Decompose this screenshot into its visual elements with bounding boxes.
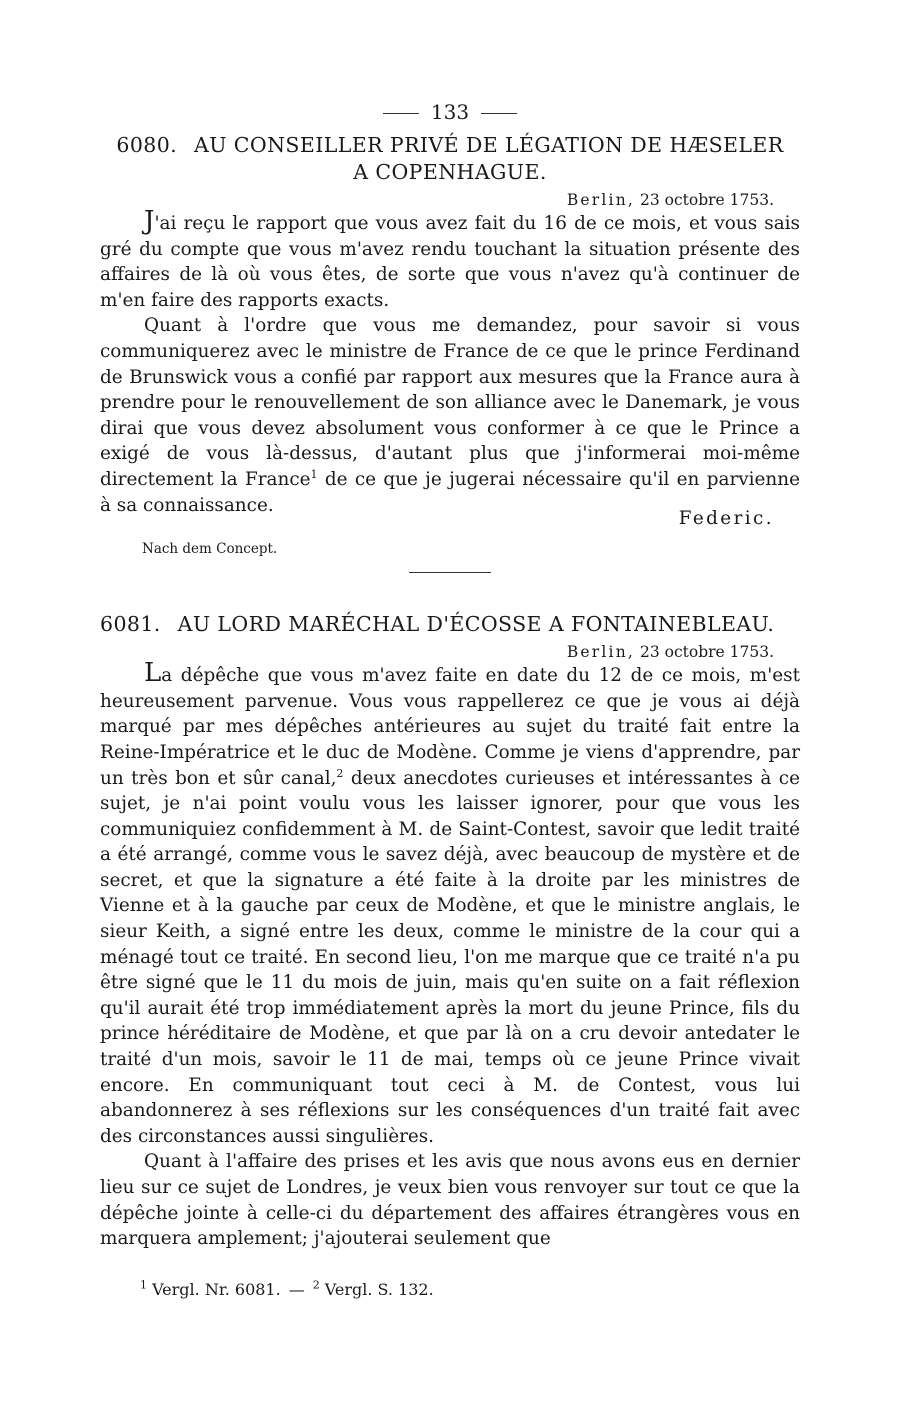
paragraph-text: deux anecdotes curieuses et intéressantes à ce sujet, je n'ai point voulu vous les laisser ignorer, pour que vous les communiquiez confidemment à M. de Saint-Contest, savoir que ledit traité a été arrangé, comme vous le savez déjà, avec beaucoup de mystère et de secret, et que la signature a été faite à la droite par les ministres de Vienne et à la gauche par ceux de Modène, et que le ministre anglais, le sieur Keith, a signé entre les deux, comme le ministre de la cour qui a ménagé tout ce traité. En second lieu, l'on me marque que ce traité n'a pu être signé que le 11 du mois de juin, mais qu'en suite on a fait réflexion qu'il aurait été trop immédiatement après la mort du jeune Prince, fils du prince héréditaire de Modène, et que par là on a cru devoir antedater le traité d'un mois, savoir le 11 de mai, temps où ce jeune Prince vivait encore. En communiquant tout ceci à M. de Contest, vous lui abandonnerez à ses réflexions sur les conséquences d'un traité fait avec des circonstances aussi singulières. bbox=[100, 767, 800, 1147]
footnote-text: Vergl. S. 132. bbox=[319, 1280, 434, 1299]
source-note: Nach dem Concept. bbox=[142, 541, 278, 558]
date-text: 23 octobre 1753. bbox=[639, 191, 774, 209]
date-text: 23 octobre 1753. bbox=[639, 643, 774, 662]
header-rule-right bbox=[481, 113, 517, 114]
date-place: Berlin, bbox=[566, 191, 636, 209]
letter-addressee-location: A COPENHAGUE. bbox=[353, 160, 547, 184]
letter-heading bbox=[100, 132, 800, 159]
letter-addressee: AU LORD MARÉCHAL D'ÉCOSSE A FONTAINEBLEAU. bbox=[177, 612, 775, 637]
footnote-text: Vergl. Nr. 6081. bbox=[147, 1280, 281, 1299]
letter-number: 6080. bbox=[116, 133, 178, 157]
footnotes bbox=[100, 1280, 800, 1299]
paragraph bbox=[100, 1149, 800, 1251]
paragraph-text: 'ai reçu le rapport que vous avez fait du 16 de ce mois, et vous sais gré du compte que vous m'avez rendu touchant la situation présente des affaires de là où vous êtes, de sorte que vous n'avez qu'à continuer de m'en faire des rapports exacts. bbox=[100, 213, 800, 311]
letter-6080 bbox=[100, 132, 800, 573]
footnote-separator: — bbox=[288, 1280, 305, 1299]
page-header bbox=[100, 92, 800, 132]
header-rule-left bbox=[383, 113, 419, 114]
paragraph-text: Quant à l'ordre que vous me demandez, pour savoir si vous communiquerez avec le ministre de France de ce que le prince Ferdinand de Brunswick vous a confié par rapport aux mesures que la France aura à prendre pour le renouvellement de son alliance avec le Danemark, je vous dirai que vous devez absolument vous conformer à ce que le Prince a exigé de vous là-dessus, d'autant plus que j'informerai moi-même directement la France bbox=[100, 315, 800, 490]
signature-row bbox=[100, 508, 800, 540]
document-page bbox=[100, 92, 800, 1252]
section-divider bbox=[409, 572, 491, 573]
footnote-ref: 2 bbox=[336, 766, 344, 780]
letter-dateline bbox=[100, 189, 800, 211]
letter-dateline bbox=[100, 641, 800, 663]
paragraph bbox=[100, 206, 800, 313]
paragraph-text: de ce que je jugerai nécessaire qu'il en parvienne à sa connaissance. bbox=[100, 468, 800, 516]
letter-number: 6081. bbox=[100, 612, 161, 637]
drop-cap: L bbox=[144, 658, 162, 689]
letter-body bbox=[100, 206, 800, 518]
footnote-mark: 2 bbox=[312, 1278, 320, 1292]
page-number: 133 bbox=[430, 100, 470, 124]
paragraph bbox=[100, 313, 800, 518]
letter-heading bbox=[100, 611, 800, 638]
date-place: Berlin, bbox=[566, 643, 636, 662]
drop-cap: J bbox=[144, 206, 155, 236]
footnote-ref: 1 bbox=[310, 467, 318, 481]
paragraph-text: a dépêche que vous m'avez faite en date du 12 de ce mois, m'est heureusement parvenue. Vous vous rappellerez ce que je vous ai déjà marqué par mes dépêches antérieures au sujet du traité fait entre la Reine-Impératrice et le duc de Modène. Comme je viens d'apprendre, par un très bon et sûr canal, bbox=[100, 665, 800, 789]
paragraph bbox=[100, 658, 800, 1149]
letter-addressee: AU CONSEILLER PRIVÉ DE LÉGATION DE HÆSELER bbox=[194, 133, 784, 157]
footnote-mark: 1 bbox=[140, 1278, 147, 1292]
signature: Federic. bbox=[678, 508, 774, 530]
letter-body bbox=[100, 658, 800, 1252]
letter-6081 bbox=[100, 611, 800, 1252]
paragraph-text: Quant à l'affaire des prises et les avis que nous avons eus en dernier lieu sur ce sujet de Londres, je veux bien vous renvoyer sur tout ce que la dépêche jointe à celle-ci du département des affaires étrangères vous en marquera amplement; j'ajouterai seulement que bbox=[100, 1151, 800, 1250]
